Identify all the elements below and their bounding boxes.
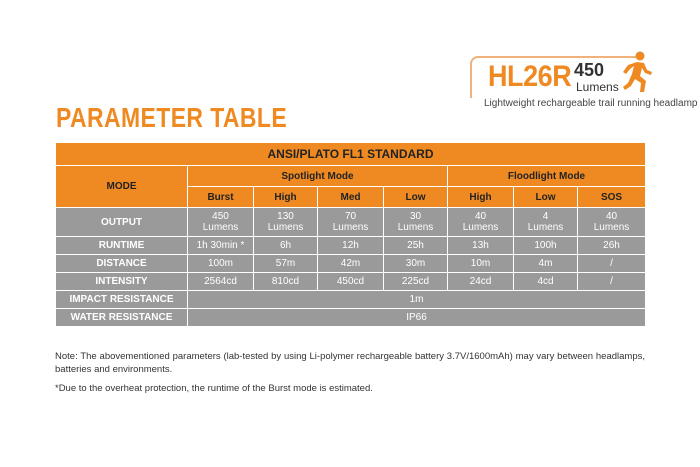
distance-cell: / xyxy=(578,255,646,273)
row-label: INTENSITY xyxy=(56,273,188,291)
runtime-cell: 26h xyxy=(578,237,646,255)
water-row xyxy=(56,309,646,327)
output-cell: 4 Lumens xyxy=(514,208,578,237)
mode-header-cell: Med xyxy=(318,187,384,208)
row-label: IMPACT RESISTANCE xyxy=(56,291,188,309)
intensity-cell: / xyxy=(578,273,646,291)
output-cell: 130 Lumens xyxy=(254,208,318,237)
parameter-table xyxy=(55,142,646,327)
intensity-cell: 24cd xyxy=(448,273,514,291)
output-cell: 40 Lumens xyxy=(578,208,646,237)
standard-header: ANSI/PLATO FL1 STANDARD xyxy=(56,143,646,166)
output-cell: 70 Lumens xyxy=(318,208,384,237)
distance-cell: 4m xyxy=(514,255,578,273)
water-value: IP66 xyxy=(188,309,646,327)
mode-header-cell: High xyxy=(448,187,514,208)
runner-icon xyxy=(620,50,656,94)
distance-cell: 42m xyxy=(318,255,384,273)
intensity-cell: 225cd xyxy=(384,273,448,291)
output-cell: 450 Lumens xyxy=(188,208,254,237)
mode-header-cell: Burst xyxy=(188,187,254,208)
distance-cell: 10m xyxy=(448,255,514,273)
footnote-text: *Due to the overheat protection, the runtime of the Burst mode is estimated. xyxy=(55,383,373,394)
output-cell: 30 Lumens xyxy=(384,208,448,237)
intensity-cell: 4cd xyxy=(514,273,578,291)
intensity-cell: 450cd xyxy=(318,273,384,291)
product-tagline: Lightweight rechargeable trail running headlamp xyxy=(484,98,698,109)
floodlight-group-header: Floodlight Mode xyxy=(448,166,646,187)
row-label: WATER RESISTANCE xyxy=(56,309,188,327)
row-label: RUNTIME xyxy=(56,237,188,255)
distance-cell: 57m xyxy=(254,255,318,273)
runtime-cell: 12h xyxy=(318,237,384,255)
product-logo xyxy=(470,50,698,110)
distance-cell: 100m xyxy=(188,255,254,273)
runtime-cell: 6h xyxy=(254,237,318,255)
mode-header: MODE xyxy=(56,166,188,208)
impact-row xyxy=(56,291,646,309)
output-cell: 40 Lumens xyxy=(448,208,514,237)
note-text: Note: The abovementioned parameters (lab-tested by using Li-polymer rechargeable battery 3.7V/1600mAh) may vary between headlamps, batteries and environments. xyxy=(55,351,645,375)
intensity-row xyxy=(56,273,646,291)
impact-value: 1m xyxy=(188,291,646,309)
model-name: HL26R xyxy=(488,60,572,93)
intensity-cell: 2564cd xyxy=(188,273,254,291)
spotlight-group-header: Spotlight Mode xyxy=(188,166,448,187)
output-row xyxy=(56,208,646,237)
mode-header-cell: SOS xyxy=(578,187,646,208)
mode-header-cell: Low xyxy=(384,187,448,208)
distance-row xyxy=(56,255,646,273)
lumens-word: Lumens xyxy=(576,80,619,94)
runtime-cell: 13h xyxy=(448,237,514,255)
row-label: DISTANCE xyxy=(56,255,188,273)
row-label: OUTPUT xyxy=(56,208,188,237)
runtime-cell: 100h xyxy=(514,237,578,255)
runtime-cell: 25h xyxy=(384,237,448,255)
runtime-cell: 1h 30min * xyxy=(188,237,254,255)
lumens-value: 450 xyxy=(574,60,605,80)
mode-header-cell: High xyxy=(254,187,318,208)
mode-header-cell: Low xyxy=(514,187,578,208)
intensity-cell: 810cd xyxy=(254,273,318,291)
runtime-row xyxy=(56,237,646,255)
section-title: PARAMETER TABLE xyxy=(56,102,288,133)
distance-cell: 30m xyxy=(384,255,448,273)
